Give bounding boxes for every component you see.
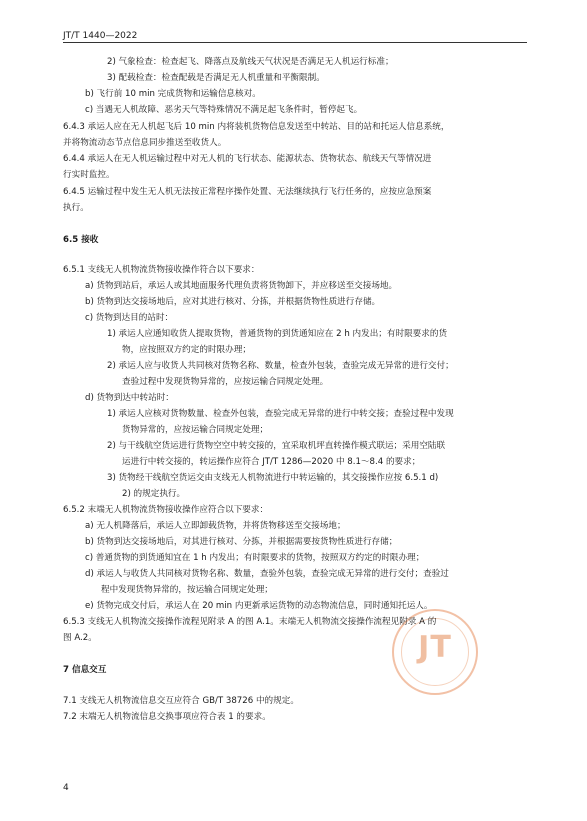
text-line: 运进行中转交接的，转运操作应符合 JT/T 1286—2020 中 8.1～8.4 的要求； <box>122 457 421 467</box>
text-line: 2) 的规定执行。 <box>122 489 186 499</box>
text-line: 6.4.5 运输过程中发生无人机无法按正常程序操作处置、无法继续执行飞行任务的，应按应急预案 <box>63 187 432 197</box>
header-divider <box>63 42 527 43</box>
text-line: 物，应按照双方约定的时限办理； <box>122 345 251 355</box>
page-number: 4 <box>63 783 69 793</box>
text-line: 6.5.2 末端无人机物流货物接收操作应符合以下要求： <box>63 505 269 515</box>
section-heading: 7 信息交互 <box>63 665 107 675</box>
text-line: 查验过程中发现货物异常的，应按运输合同规定处理。 <box>122 377 329 387</box>
text-line: 3) 货物经干线航空货运交由支线无人机物流进行中转运输的，其交接操作应按 6.5.1 d) <box>107 473 439 483</box>
text-line: 执行。 <box>63 203 89 213</box>
text-line: b) 货物到达交接场地后，对其进行核对、分拣，并根据需要按货物性质进行存储； <box>85 537 398 547</box>
text-line: 2) 承运人应与收货人共同核对货物名称、数量，检查外包装，查验完成无异常的进行交付； <box>107 361 454 371</box>
text-line: 并将物流动态节点信息同步推送至收货人。 <box>63 138 227 148</box>
text-line: c) 货物到达目的站时： <box>85 313 174 323</box>
text-line: a) 无人机降落后，承运人立即卸载货物，并将货物移送至交接场地； <box>85 521 346 531</box>
text-line: c) 当遇无人机故障、恶劣天气等特殊情况不满足起飞条件时，暂停起飞。 <box>85 105 363 115</box>
text-line: d) 承运人与收货人共同核对货物名称、数量，查验外包装，查验完成无异常的进行交付；查验过 <box>85 569 449 579</box>
text-line: 2) 与干线航空货运进行货物空空中转交接的，宜采取机坪直转操作模式联运；采用空陆联 <box>107 441 446 451</box>
text-line: 2) 气象检查：检查起飞、降落点及航线天气状况是否满足无人机运行标准； <box>107 57 394 67</box>
text-line: b) 货物到达交接场地后，应对其进行核对、分拣，并根据货物性质进行存储。 <box>85 297 381 307</box>
text-line: 1) 承运人应核对货物数量、检查外包装，查验完成无异常的进行中转交接；查验过程中发现 <box>107 409 454 419</box>
text-line: 图 A.2。 <box>63 633 97 643</box>
stamp-logo-text: JT <box>418 630 452 665</box>
text-line: 6.5.3 支线无人机物流交接操作流程见附录 A 的图 A.1。末端无人机物流交接操作流程见附录 A 的 <box>63 617 437 627</box>
standard-code-header: JT/T 1440—2022 <box>63 31 138 41</box>
text-line: 6.5.1 支线无人机物流货物接收操作符合以下要求： <box>63 265 260 275</box>
text-line: 3) 配载检查：检查配载是否满足无人机重量和平衡限制。 <box>107 73 325 83</box>
text-line: 6.4.3 承运人应在无人机起飞后 10 min 内将装机货物信息发送至中转站、目的站和托运人信息系统， <box>63 122 450 132</box>
text-line: 1) 承运人应通知收货人提取货物，普通货物的到货通知应在 2 h 内发出；有时限要求的货 <box>107 329 448 339</box>
text-line: 7.2 末端无人机物流信息交换事项应符合表 1 的要求。 <box>63 712 271 722</box>
section-heading: 6.5 接收 <box>63 235 99 245</box>
text-line: c) 普通货物的到货通知宜在 1 h 内发出；有时限要求的货物，按照双方约定的时限办理； <box>85 553 425 563</box>
text-line: e) 货物完成交付后，承运人在 20 min 内更新承运货物的动态物流信息，同时通知托运人。 <box>85 601 433 611</box>
text-line: 程中发现货物异常的，按运输合同规定处理； <box>101 585 273 595</box>
text-line: 行实时监控。 <box>63 170 115 180</box>
text-line: 货物异常的，应按运输合同规定处理； <box>122 425 269 435</box>
text-line: 6.4.4 承运人在无人机运输过程中对无人机的飞行状态、能源状态、货物状态、航线天气等情况进 <box>63 154 432 164</box>
text-line: d) 货物到达中转站时： <box>85 393 174 403</box>
text-line: a) 货物到站后，承运人或其地面服务代理负责将货物卸下，并应移送至交接场地。 <box>85 281 398 291</box>
text-line: 7.1 支线无人机物流信息交互应符合 GB/T 38726 中的规定。 <box>63 696 299 706</box>
text-line: b) 飞行前 10 min 完成货物和运输信息核对。 <box>85 89 261 99</box>
